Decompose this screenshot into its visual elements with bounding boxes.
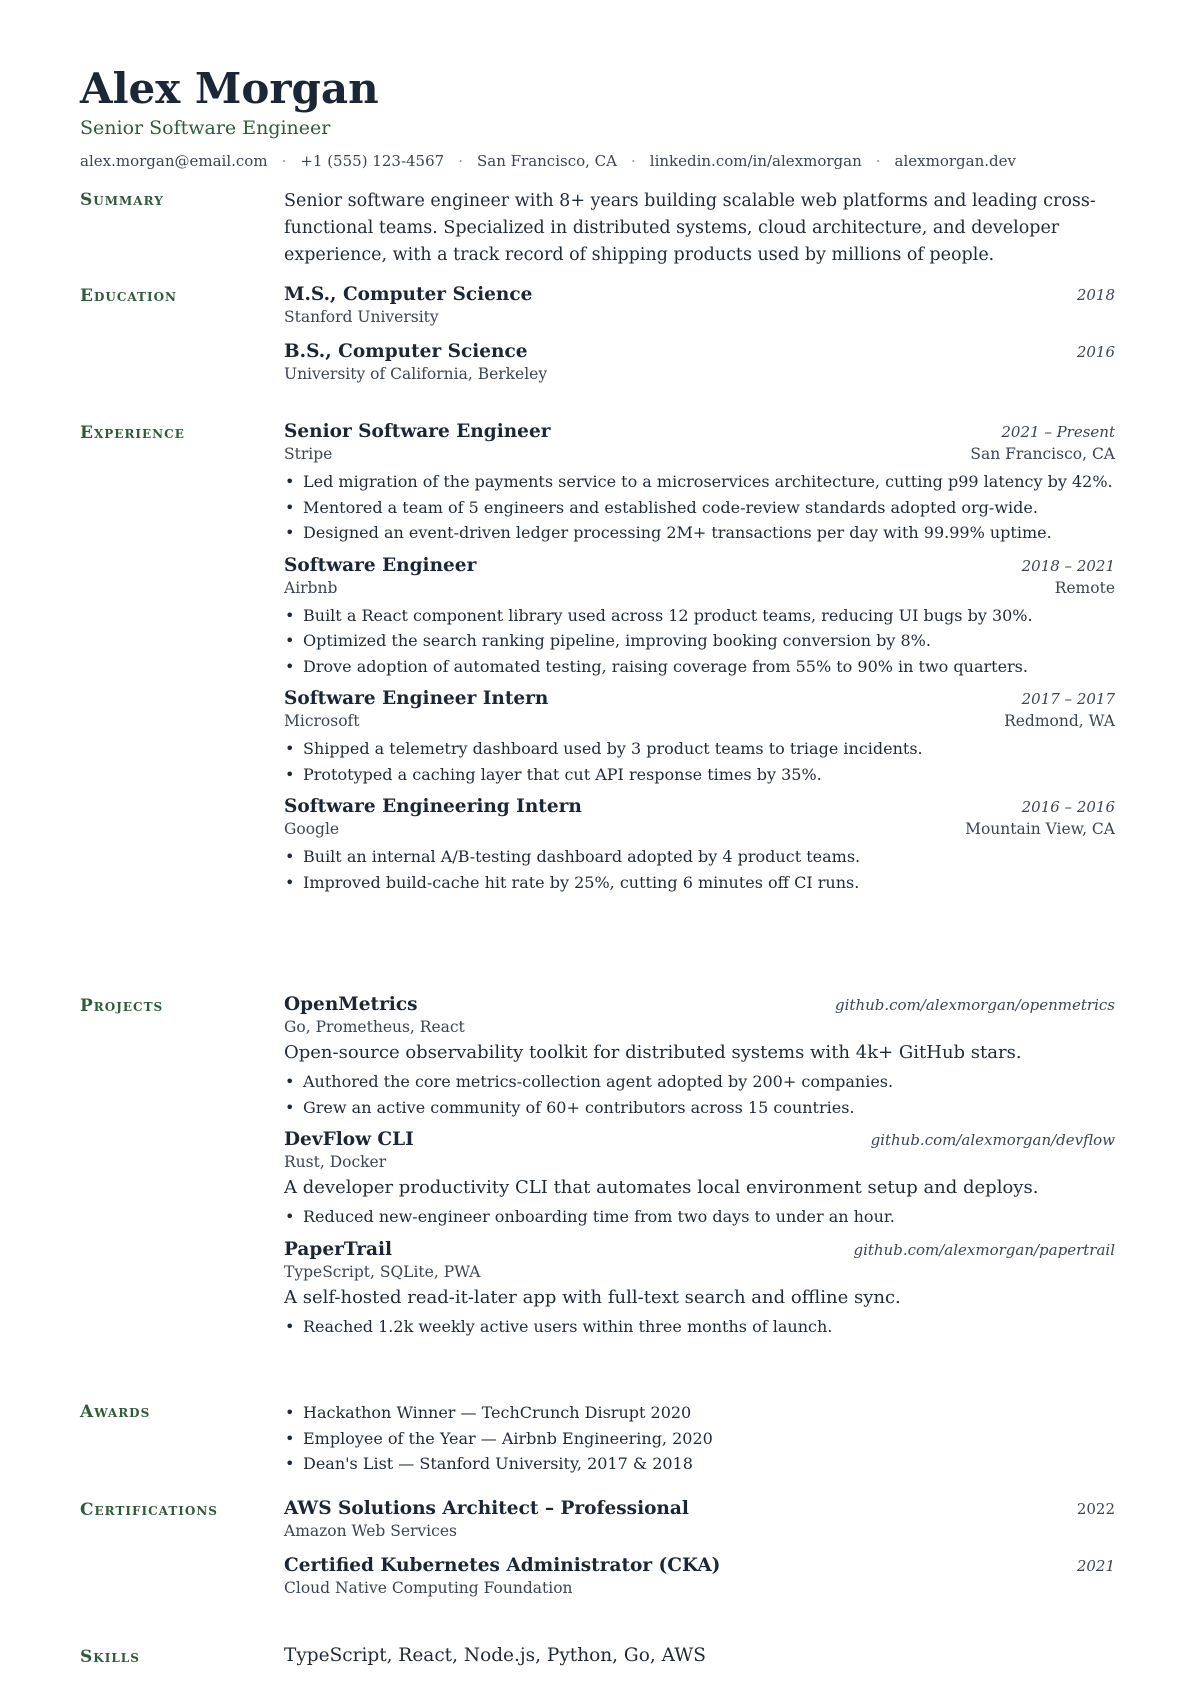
list-item: • Dean's List — Stanford University, 2017 & 2018: [284, 1451, 1115, 1477]
list-item: • Built a React component library used across 12 product teams, reducing UI bugs by 30%.: [284, 603, 1115, 629]
job-title: Senior Software Engineer: [284, 421, 551, 442]
contact-separator: ·: [281, 152, 287, 170]
project-stack: TypeScript, SQLite, PWA: [284, 1262, 481, 1281]
graduation-year: 2016: [1076, 343, 1115, 361]
bullet-list: [284, 1204, 1115, 1230]
list-item: • Shipped a telemetry dashboard used by 3 product teams to triage incidents.: [284, 736, 1115, 762]
list-item: • Led migration of the payments service to a microservices architecture, cutting p99 latency by 42%.: [284, 469, 1115, 495]
graduation-year: 2018: [1076, 286, 1115, 304]
certification-issuer: Amazon Web Services: [284, 1522, 457, 1540]
list-item: • Drove adoption of automated testing, raising coverage from 55% to 90% in two quarters.: [284, 654, 1115, 680]
job-dates: 2018 – 2021: [1021, 556, 1115, 575]
list-item: • Mentored a team of 5 engineers and established code-review standards adopted org-wide.: [284, 495, 1115, 521]
degree-title: B.S., Computer Science: [284, 341, 528, 362]
bullet-list: [284, 1400, 1115, 1477]
list-item: • Optimized the search ranking pipeline, improving booking conversion by 8%.: [284, 628, 1115, 654]
contact-linkedin-link[interactable]: linkedin.com/in/alexmorgan: [649, 152, 862, 170]
company-name: Stripe: [284, 445, 333, 463]
certification-year: 2021: [1076, 1557, 1115, 1575]
bullet-list: [284, 844, 1115, 895]
section-heading: Education: [80, 286, 177, 306]
project-link[interactable]: github.com/alexmorgan/devflow: [870, 1131, 1115, 1149]
list-item: • Reached 1.2k weekly active users within three months of launch.: [284, 1314, 1115, 1340]
certification-name: AWS Solutions Architect – Professional: [284, 1498, 689, 1519]
contact-separator: ·: [458, 152, 463, 170]
contact-email[interactable]: alex.morgan@email.com: [80, 152, 268, 170]
list-item: • Employee of the Year — Airbnb Engineering, 2020: [284, 1426, 1115, 1452]
job-dates: 2017 – 2017: [1021, 690, 1115, 708]
contact-location: San Francisco, CA: [476, 152, 617, 170]
section-heading: Certifications: [80, 1500, 218, 1520]
project-link[interactable]: github.com/alexmorgan/openmetrics: [835, 996, 1115, 1014]
bullet-list: [284, 469, 1115, 546]
experience-entry: [284, 421, 1115, 546]
resume-name: Alex Morgan: [80, 64, 379, 113]
company-name: Microsoft: [284, 712, 360, 730]
list-item: • Authored the core metrics-collection agent adopted by 200+ companies.: [284, 1069, 1115, 1095]
certification-entry: [284, 1555, 1115, 1597]
experience-entry: [284, 555, 1115, 680]
education-entry: [284, 341, 1115, 383]
skills-list: TypeScript, React, Node.js, Python, Go, AWS: [284, 1645, 706, 1666]
contact-separator: ·: [630, 152, 636, 170]
job-dates: 2021 – Present: [1001, 423, 1115, 441]
contact-phone[interactable]: +1 (555) 123-4567: [300, 152, 445, 170]
section-heading: Projects: [80, 996, 164, 1016]
project-stack: Go, Prometheus, React: [284, 1018, 465, 1036]
list-item: • Designed an event-driven ledger processing 2M+ transactions per day with 99.99% uptime.: [284, 520, 1115, 546]
school-name: University of California, Berkeley: [284, 365, 548, 383]
certification-year: 2022: [1076, 1500, 1115, 1518]
contact-separator: ·: [875, 152, 881, 170]
certification-entry: [284, 1498, 1115, 1540]
company-name: Airbnb: [284, 578, 338, 597]
bullet-list: [284, 1069, 1115, 1120]
degree-title: M.S., Computer Science: [284, 284, 533, 305]
section-heading: Summary: [80, 190, 164, 210]
section-heading: Skills: [80, 1647, 140, 1667]
project-name: OpenMetrics: [284, 994, 418, 1015]
contact-website-link[interactable]: alexmorgan.dev: [894, 152, 1016, 170]
project-stack: Rust, Docker: [284, 1153, 387, 1171]
certification-issuer: Cloud Native Computing Foundation: [284, 1579, 573, 1597]
education-entry: [284, 284, 1115, 326]
bullet-list: [284, 603, 1115, 680]
experience-entry: [284, 688, 1115, 787]
bullet-list: [284, 736, 1115, 787]
summary-text: Senior software engineer with 8+ years building scalable web platforms and leading cross-functional teams. Specialized in distributed systems, cloud architecture, and developer experience, with a track record of shipping products used by millions of people.: [284, 191, 1096, 265]
resume-title: Senior Software Engineer: [80, 117, 331, 139]
job-dates: 2016 – 2016: [1021, 798, 1115, 816]
project-entry: [284, 1129, 1115, 1230]
job-title: Software Engineer: [284, 554, 477, 576]
list-item: • Grew an active community of 60+ contributors across 15 countries.: [284, 1095, 1115, 1121]
list-item: • Improved build-cache hit rate by 25%, cutting 6 minutes off CI runs.: [284, 870, 1115, 896]
project-name: PaperTrail: [284, 1238, 393, 1260]
job-location: San Francisco, CA: [970, 445, 1115, 463]
list-item: • Hackathon Winner — TechCrunch Disrupt 2020: [284, 1400, 1115, 1426]
project-entry: [284, 994, 1115, 1120]
job-location: Remote: [1054, 578, 1115, 597]
list-item: • Reduced new-engineer onboarding time from two days to under an hour.: [284, 1204, 1115, 1230]
experience-entry: [284, 796, 1115, 895]
section-heading: Awards: [80, 1402, 151, 1422]
list-item: • Prototyped a caching layer that cut API response times by 35%.: [284, 762, 1115, 788]
section-heading: Experience: [80, 423, 185, 443]
school-name: Stanford University: [284, 308, 439, 326]
bullet-list: [284, 1314, 1115, 1340]
contact-line: [80, 152, 1016, 170]
project-entry: [284, 1239, 1115, 1340]
project-description: A self-hosted read-it-later app with full-text search and offline sync.: [284, 1286, 901, 1308]
job-title: Software Engineering Intern: [284, 796, 582, 817]
project-link[interactable]: github.com/alexmorgan/papertrail: [853, 1240, 1115, 1259]
job-location: Mountain View, CA: [965, 820, 1115, 838]
project-name: DevFlow CLI: [284, 1129, 414, 1150]
project-description: Open-source observability toolkit for distributed systems with 4k+ GitHub stars.: [284, 1042, 1022, 1063]
company-name: Google: [284, 820, 340, 838]
certification-name: Certified Kubernetes Administrator (CKA): [284, 1555, 721, 1576]
job-title: Software Engineer Intern: [284, 688, 549, 709]
project-description: A developer productivity CLI that automates local environment setup and deploys.: [284, 1177, 1039, 1198]
list-item: • Built an internal A/B-testing dashboard adopted by 4 product teams.: [284, 844, 1115, 870]
job-location: Redmond, WA: [1004, 712, 1115, 730]
